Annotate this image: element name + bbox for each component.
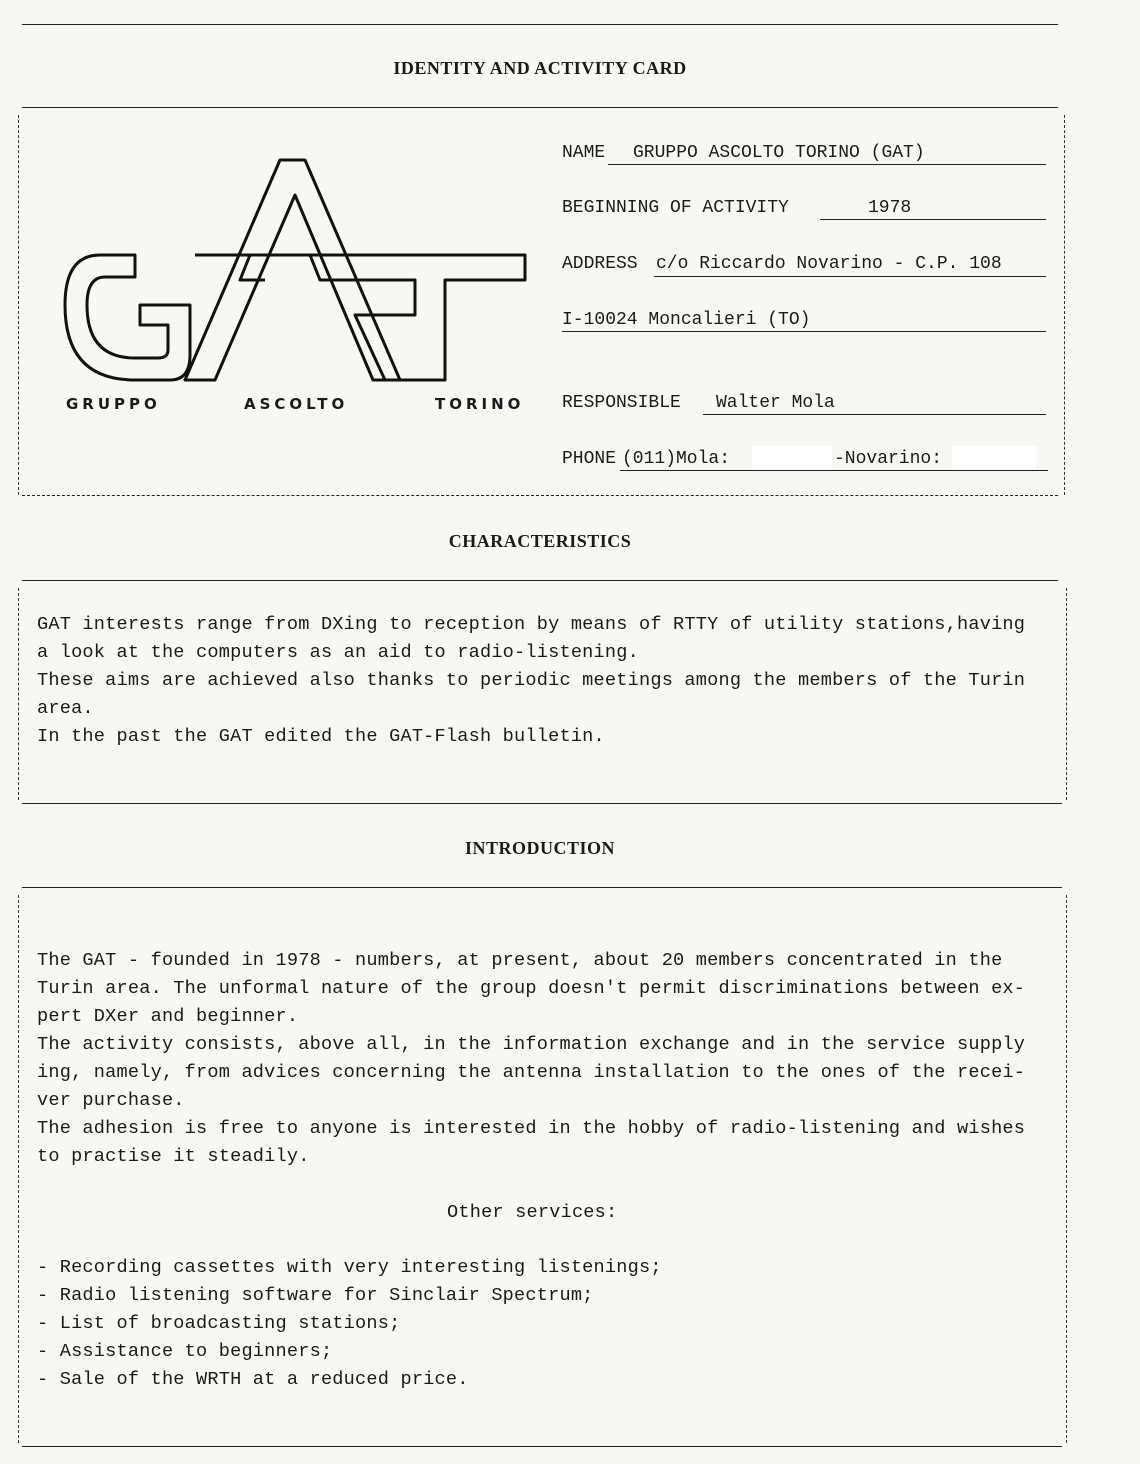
service-item: - List of broadcasting stations; [37,1313,401,1334]
identity-box-bottom [22,495,1058,496]
characteristics-line: In the past the GAT edited the GAT-Flash bulletin. [37,726,605,747]
address-line1: c/o Riccardo Novarino - C.P. 108 [656,254,1002,274]
phone-redaction-2 [952,446,1036,470]
service-item: - Recording cassettes with very interesting listenings; [37,1257,662,1278]
introduction-line: Turin area. The unformal nature of the group doesn't permit discriminations between ex- [37,978,1026,999]
characteristics-heading: CHARACTERISTICS [448,531,632,551]
characteristics-box-top [22,580,1058,581]
introduction-box-bottom [22,1446,1062,1447]
logo-word-torino: TORINO [435,395,525,413]
introduction-line: The GAT - founded in 1978 - numbers, at present, about 20 members concentrated in the [37,950,1003,971]
name-label: NAME [562,143,606,163]
address-line2-underline [562,331,1046,332]
phone-label: PHONE [562,449,617,469]
service-item: - Radio listening software for Sinclair Spectrum; [37,1285,594,1306]
beginning-label: BEGINNING OF ACTIVITY [562,198,789,218]
address-line2: I-10024 Moncalieri (TO) [562,310,811,330]
introduction-line: pert DXer and beginner. [37,1006,299,1027]
identity-box-right [1064,115,1065,495]
service-item: - Assistance to beginners; [37,1341,333,1362]
introduction-line: ing, namely, from advices concerning the antenna installation to the ones of the recei- [37,1062,1026,1083]
responsible-label: RESPONSIBLE [562,393,681,413]
introduction-heading: INTRODUCTION [464,838,616,858]
address-label: ADDRESS [562,254,638,274]
address-underline [654,276,1046,277]
introduction-box-top [22,887,1062,888]
characteristics-box-left [18,588,19,800]
introduction-line: ver purchase. [37,1090,185,1111]
characteristics-box-right [1066,588,1067,800]
identity-box-left [18,115,19,495]
characteristics-line: These aims are achieved also thanks to periodic meetings among the members of the Turin [37,670,1026,691]
characteristics-line: GAT interests range from DXing to reception by means of RTTY of utility stations,having [37,614,1026,635]
characteristics-line: area. [37,698,94,719]
introduction-line: The activity consists, above all, in the information exchange and in the service supply [37,1034,1026,1055]
introduction-line: to practise it steadily. [37,1146,310,1167]
services-heading: Other services: [447,1202,618,1223]
name-underline [608,164,1046,165]
introduction-box-left [18,895,19,1443]
characteristics-line: a look at the computers as an aid to radio-listening. [37,642,639,663]
logo-word-gruppo: GRUPPO [66,395,161,413]
introduction-box-right [1066,895,1067,1443]
responsible-underline [703,414,1046,415]
characteristics-box-bottom [22,803,1062,804]
beginning-value: 1978 [868,198,912,218]
service-item: - Sale of the WRTH at a reduced price. [37,1369,469,1390]
gat-logo-icon [55,155,535,390]
phone-redaction-1 [752,446,832,470]
beginning-underline [820,219,1046,220]
introduction-line: The adhesion is free to anyone is interested in the hobby of radio-listening and wishes [37,1118,1026,1139]
name-value: GRUPPO ASCOLTO TORINO (GAT) [633,143,925,163]
page-title: IDENTITY AND ACTIVITY CARD [393,58,687,78]
top-rule [22,24,1058,25]
phone-underline [620,470,1048,471]
identity-box-top [22,107,1058,108]
responsible-value: Walter Mola [716,393,835,413]
phone-part1: (011)Mola: [622,449,731,469]
logo-word-ascolto: ASCOLTO [244,395,349,413]
phone-part2: -Novarino: [834,449,943,469]
